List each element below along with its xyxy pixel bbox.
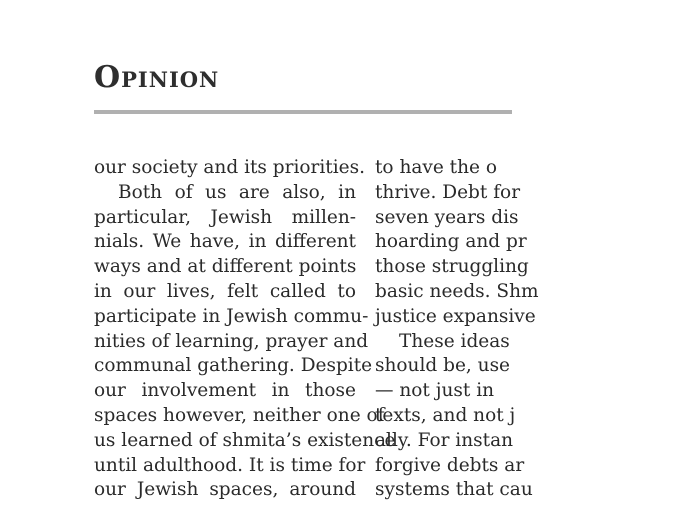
text-line: spaces however, neither one of xyxy=(94,404,385,426)
text-line: thrive. Debt for xyxy=(375,181,521,203)
text-line: ally. For instan xyxy=(375,429,514,451)
text-line: forgive debts ar xyxy=(375,454,525,476)
text-line: basic needs. Shm xyxy=(375,280,539,302)
text-line: justice expansive xyxy=(375,305,536,327)
text-line: particular, Jewish millen- xyxy=(94,206,356,228)
text-line: Both of us are also, in xyxy=(118,181,356,203)
title-divider xyxy=(94,110,512,114)
text-line: hoarding and pr xyxy=(375,231,527,253)
left-text-column xyxy=(94,156,396,503)
text-line: systems that cau xyxy=(375,479,533,501)
text-line: participate in Jewish commu- xyxy=(94,305,369,327)
text-line: — not just in xyxy=(375,380,495,402)
text-line: ways and at different points xyxy=(94,256,357,278)
text-line: seven years dis xyxy=(375,206,519,228)
text-line: texts, and not j xyxy=(375,404,516,426)
text-line: nities of learning, prayer and xyxy=(94,330,369,352)
right-text-column xyxy=(375,156,675,503)
text-line: us learned of shmita’s existence xyxy=(94,429,396,451)
section-title: Opinion xyxy=(94,60,220,95)
text-line: our society and its priorities. xyxy=(94,157,365,178)
text-line: in our lives, felt called to xyxy=(94,280,356,302)
text-line: to have the o xyxy=(375,157,497,178)
text-line: our Jewish spaces, around xyxy=(94,479,356,501)
text-line: These ideas xyxy=(399,330,510,352)
text-line: until adulthood. It is time for xyxy=(94,454,366,476)
text-line: communal gathering. Despite xyxy=(94,355,373,377)
text-line: those struggling xyxy=(375,256,529,278)
text-line: our involvement in those xyxy=(94,380,356,402)
text-line: should be, use xyxy=(375,355,511,377)
text-line: nials. We have, in different xyxy=(94,231,356,253)
